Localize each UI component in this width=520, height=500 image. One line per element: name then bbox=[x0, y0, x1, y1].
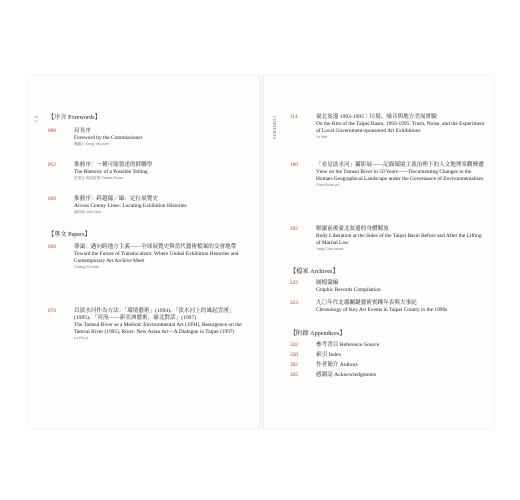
page-number: 008 bbox=[48, 128, 56, 134]
entry-title-en: Foreword by the Commissioner bbox=[74, 135, 143, 141]
entry-title-en: Graphic Records Compilation bbox=[316, 287, 381, 293]
page-number: 202 bbox=[290, 226, 298, 232]
entry-title-en: Toward the Future of Translocalism: Where Global Exhibition Histories and Contemporary Art Archive Meet bbox=[74, 251, 239, 264]
entry-title-zh: 「看見淡水河」攝影展——記錄環境主義治理下的人文地理景觀變遷 bbox=[316, 162, 484, 168]
section-heading-forewords: 【序言 Forewords】 bbox=[48, 114, 101, 121]
toc-entry[interactable] bbox=[48, 196, 248, 216]
section-heading-appendices: 【附錄 Appendices】 bbox=[290, 330, 346, 337]
entry-author: Yu Wei bbox=[316, 135, 328, 139]
page-number: 160 bbox=[290, 162, 298, 168]
toc-entry[interactable] bbox=[48, 162, 248, 182]
section-heading-archives: 【檔案 Archives】 bbox=[290, 268, 339, 275]
page-number: 323 bbox=[290, 300, 298, 306]
page-number: 020 bbox=[48, 196, 56, 202]
page-number: 223 bbox=[290, 280, 298, 286]
entry-title-en: Across County Lines: Locating Exhibition Histories bbox=[74, 203, 187, 209]
toc-entry[interactable] bbox=[290, 114, 486, 141]
entry-author: Chen Kuan-yu bbox=[316, 183, 339, 187]
entry-title-zh: 臺北盆邊 1993-1995｜垃圾、噪音與地方美展實驗 bbox=[316, 114, 437, 120]
page-number: 114 bbox=[290, 114, 298, 120]
entry-author: Chiang Po-shin bbox=[74, 265, 99, 269]
page-folio: 0 3 bbox=[34, 116, 38, 123]
toc-entry[interactable] bbox=[290, 300, 486, 314]
entry-title: 索引 Index bbox=[316, 352, 342, 358]
entry-title-zh: 局長序 bbox=[74, 128, 91, 134]
right-page bbox=[264, 76, 494, 428]
page-number: 074 bbox=[48, 308, 56, 314]
page-number: 012 bbox=[48, 162, 56, 168]
toc-entry[interactable] bbox=[48, 308, 248, 342]
page-number: 028 bbox=[48, 244, 56, 250]
entry-title: 參考書目 Reference Source bbox=[316, 342, 380, 348]
entry-title-zh: 解嚴前後臺北盆邊的身體解放 bbox=[316, 226, 389, 232]
section-heading-papers: 【專文 Papers】 bbox=[48, 231, 91, 238]
toc-entry[interactable] bbox=[290, 342, 486, 349]
book-spread bbox=[28, 76, 494, 428]
page-folio: CONTENTS bbox=[272, 116, 276, 140]
toc-entry[interactable] bbox=[290, 226, 486, 253]
toc-entry[interactable] bbox=[290, 372, 486, 379]
entry-author: Yang Chia-hsuan bbox=[316, 247, 344, 251]
page-number: 365 bbox=[290, 372, 298, 378]
entry-title-en: Chronology of Key Art Events in Taipei County in the 1990s bbox=[316, 307, 448, 313]
entry-title-zh: 圖檔彙編 bbox=[316, 280, 339, 286]
entry-title: 感謝誌 Acknowledgments bbox=[316, 372, 377, 378]
entry-author: 派提克·佛洛雷斯 Patrick Flores bbox=[74, 176, 124, 180]
entry-author: 龔鵬宇 Kung Yau-wen bbox=[74, 142, 110, 146]
entry-title-en: The Tamsui River as a Method: Environmental Art (1994), Resurgence on the Tamsui River (1995), River: New Asian Art—A Dialogue in Taipei (1997) bbox=[74, 322, 242, 335]
toc-entry[interactable] bbox=[290, 162, 486, 189]
entry-author: 蘇約翰 John Sao bbox=[74, 210, 101, 214]
entry-title-zh: 導論：邁向跨地方主義——全球展覽史與當代藝術檔案的交會地帶 bbox=[74, 244, 237, 250]
toc-entry[interactable] bbox=[48, 244, 248, 271]
entry-title-en: On the Rim of the Taipei Basin, 1993-1995: Trash, Noise, and the Experiment of Local Government-sponsored Art Exhibitions bbox=[316, 121, 485, 134]
entry-title-zh: 九〇年代北縣關鍵藝術實踐年表與大事紀 bbox=[316, 300, 417, 306]
page-number: 342 bbox=[290, 342, 298, 348]
entry-title-zh: 推薦序：跨越縣／線：定位展覽史 bbox=[74, 196, 158, 202]
entry-title-zh: 推薦序：一種可能敘述的群聯學 bbox=[74, 162, 153, 168]
toc-entry[interactable] bbox=[290, 352, 486, 359]
page-number: 350 bbox=[290, 352, 298, 358]
entry-author: Lu Pei-yi bbox=[74, 336, 88, 340]
toc-entry[interactable] bbox=[290, 280, 486, 294]
left-page bbox=[28, 76, 260, 428]
toc-entry[interactable] bbox=[290, 362, 486, 369]
toc-entry[interactable] bbox=[48, 128, 248, 148]
entry-title-en: View on the Tamsui River in 50 Years——Documenting Changes in the Human-Geographical Landscape under the Governance of Environmentalism bbox=[316, 169, 484, 182]
entry-title-zh: 以淡水河作為方法：「環境藝術」(1994)、「淡水河上的風起雲湧」(1995)、「河流——新亞洲藝術，臺北對話」(1997) bbox=[74, 308, 235, 321]
entry-title-en: The Rhetoric of a Possible Telling bbox=[74, 169, 148, 175]
entry-title: 作者簡介 Authors bbox=[316, 362, 358, 368]
entry-title-en: Body Liberation at the Sides of the Taipei Basin Before and After the Lifting of Martial Law bbox=[316, 233, 482, 246]
page-number: 362 bbox=[290, 362, 298, 368]
